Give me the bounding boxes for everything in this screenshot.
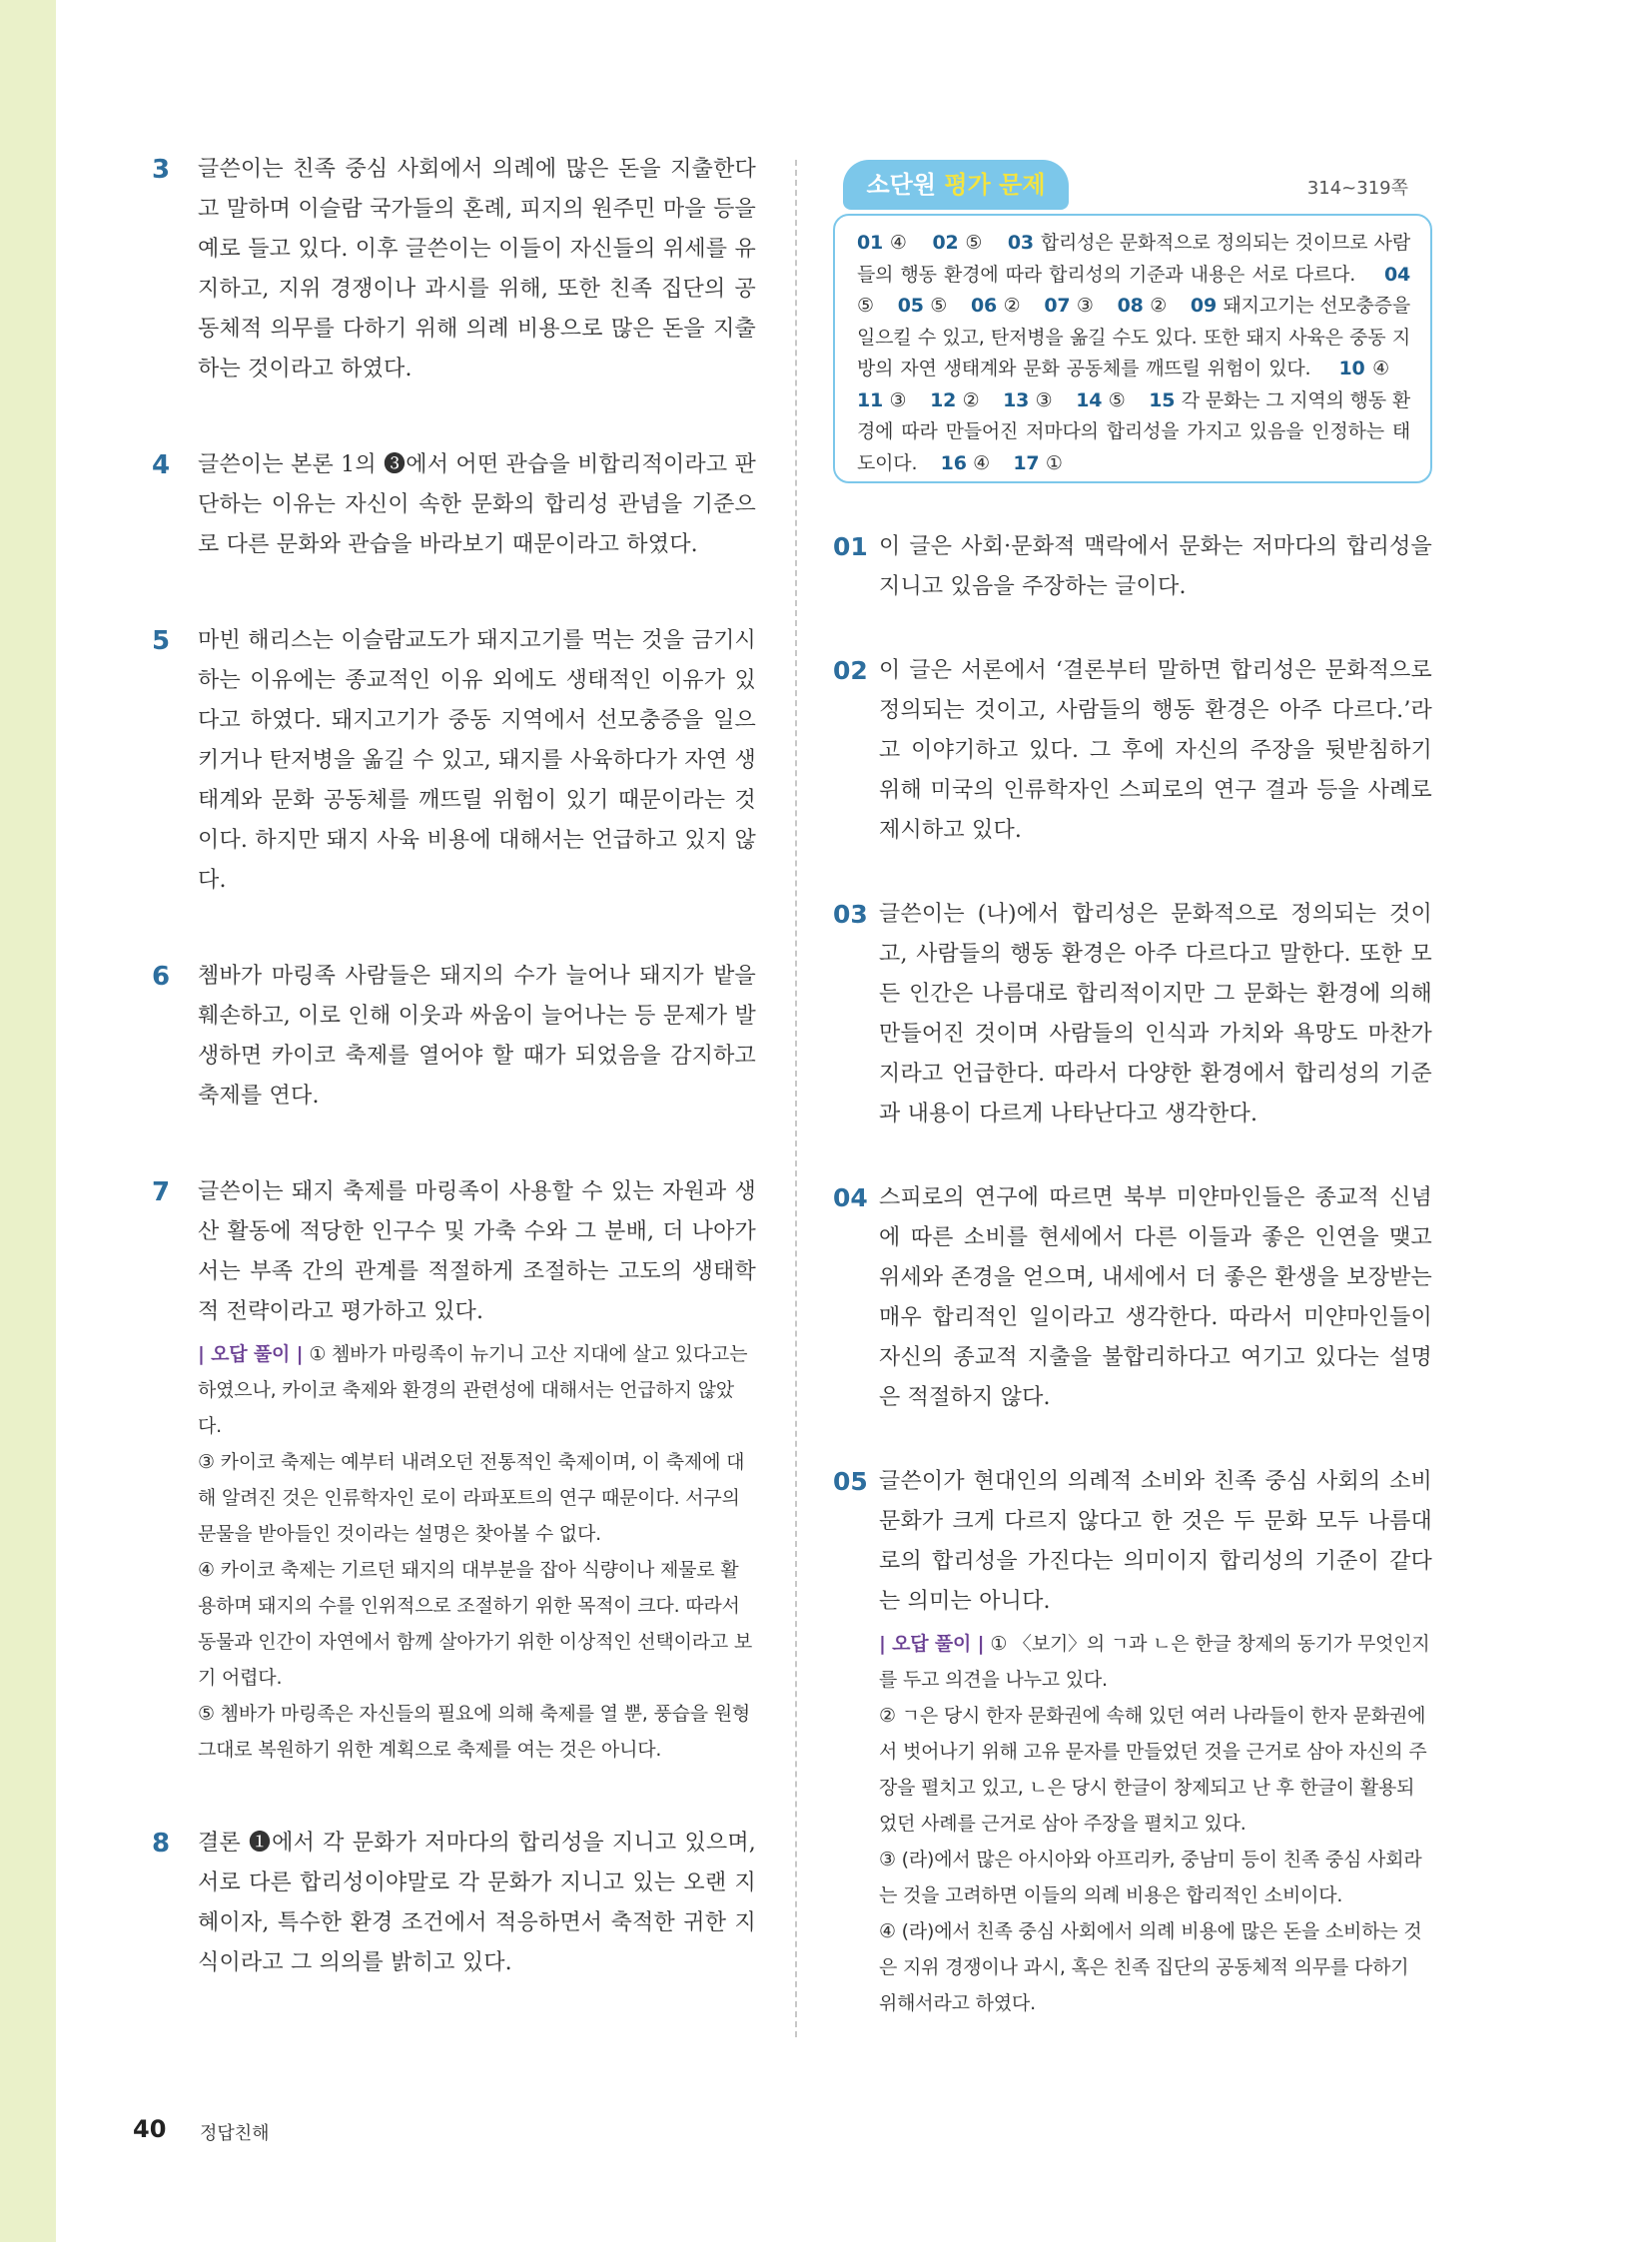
item-explanation: 결론 ❶에서 각 문화가 저마다의 합리성을 지니고 있으며, 서로 다른 합리성이야말로 각 문화가 지니고 있는 오랜 지혜이자, 특수한 환경 조건에서 적응하면서 축적한 귀한 지식이라고 그 의의를 밝히고 있다. (198, 1831, 756, 1975)
wrong-answer-text: ① 〈보기〉의 ㄱ과 ㄴ은 한글 창제의 동기가 무엇인지를 두고 의견을 나누고 있다. (879, 1633, 1430, 1691)
quiz-page-range: 314~319쪽 (1306, 178, 1408, 199)
quiz-answer-value: ② (962, 388, 980, 411)
quiz-answer-value: ④ (973, 451, 990, 474)
answer-item-05 (833, 1462, 1432, 2021)
quiz-answer-number: 02 (932, 232, 966, 254)
quiz-answer-number: 04 (1383, 263, 1410, 286)
quiz-answer-number: 17 (1013, 451, 1046, 474)
item-explanation: 이 글은 서론에서 ‘결론부터 말하면 합리성은 문화적으로 정의되는 것이고, 사람들의 행동 환경은 아주 다르다.’라고 이야기하고 있다. 그 후에 자신의 주장을 뒷받침하기 위해 미국의 인류학자인 스피로의 연구 결과 등을 사례로 제시하고 있다. (879, 658, 1432, 843)
quiz-answer-number: 14 (1076, 388, 1109, 411)
quiz-answer (1044, 295, 1094, 317)
quiz-answer-number: 11 (857, 388, 890, 411)
quiz-answer-value: ② (1003, 295, 1021, 317)
quiz-tab-label: 소단원 평가 문제 (843, 160, 1069, 210)
item-number: 04 (833, 1183, 868, 1212)
item-number: 02 (833, 656, 868, 685)
item-explanation: 스피로의 연구에 따르면 북부 미얀마인들은 종교적 신념에 따른 소비를 현세에서 다른 이들과 좋은 인연을 맺고 위세와 존경을 얻으며, 내세에서 더 좋은 환생을 보장받는 매우 합리적인 일이라고 생각한다. 따라서 미얀마인들이 자신의 종교적 지출을 불합리하다고 여기고 있다는 설명은 적절하지 않다. (879, 1185, 1432, 1410)
quiz-answer-number: 12 (930, 388, 963, 411)
quiz-answer-value: ⑤ (857, 295, 874, 317)
item-explanation: 쳄바가 마링족 사람들은 돼지의 수가 늘어나 돼지가 밭을 훼손하고, 이로 인해 이웃과 싸움이 늘어나는 등 문제가 발생하면 카이코 축제를 열어야 할 때가 되었음을 감지하고 축제를 연다. (198, 964, 756, 1109)
quiz-answer-number: 15 (1149, 388, 1182, 411)
column-divider (795, 160, 797, 2037)
quiz-answer-value: ① (1045, 451, 1063, 474)
item-number: 6 (152, 962, 171, 992)
wrong-answer-text: ④ 카이코 축제는 기르던 돼지의 대부분을 잡아 식량이나 제물로 활용하며 돼지의 수를 인위적으로 조절하기 위한 목적이 크다. 따라서 동물과 인간이 자연에서 함께 살아가기 위한 이상적인 선택이라고 보기 어렵다. (198, 1559, 753, 1689)
answer-item-5 (152, 621, 756, 901)
item-number: 7 (152, 1177, 171, 1207)
quiz-answer-number: 03 (1007, 232, 1041, 254)
item-explanation: 글쓴이는 본론 1의 ❸에서 어떤 관습을 비합리적이라고 판단하는 이유는 자신이 속한 문화의 합리성 관념을 기준으로 다른 문화와 관습을 바라보기 때문이라고 하였다. (198, 452, 756, 557)
quiz-answer (930, 389, 979, 411)
wrong-answer-explanation (198, 1336, 756, 1768)
quiz-answer (1003, 389, 1052, 411)
quiz-answer (1118, 295, 1168, 317)
side-color-strip (0, 0, 56, 2242)
item-number: 8 (152, 1829, 171, 1859)
quiz-answer-number: 09 (1190, 295, 1224, 317)
item-explanation: 이 글은 사회·문화적 맥락에서 문화는 저마다의 합리성을 지니고 있음을 주장하는 글이다. (879, 534, 1432, 599)
quiz-answer (1338, 358, 1390, 379)
quiz-answer (1013, 452, 1062, 474)
quiz-answer-value: ④ (889, 232, 908, 254)
wrong-answer-text: ④ (라)에서 친족 중심 사회에서 의례 비용에 많은 돈을 소비하는 것은 지위 경쟁이나 과시, 혹은 친족 집단의 공동체적 의무를 다하기 위해서라고 하였다. (879, 1920, 1422, 2014)
item-number: 3 (152, 155, 171, 185)
quiz-answer-value: ③ (1076, 295, 1094, 317)
item-number: 03 (833, 900, 868, 929)
quiz-answer-number: 16 (940, 451, 974, 474)
quiz-answer-value: ④ (1372, 358, 1391, 379)
answer-item-7 (152, 1172, 756, 1768)
item-number: 01 (833, 532, 868, 561)
wrong-answer-text: ③ (라)에서 많은 아시아와 아프리카, 중남미 등이 친족 중심 사회라는 것을 고려하면 이들의 의례 비용은 합리적인 소비이다. (879, 1849, 1422, 1906)
quiz-answer-value: ⑤ (930, 295, 948, 317)
page-number: 40 (133, 2115, 167, 2143)
item-explanation: 글쓴이는 친족 중심 사회에서 의례에 많은 돈을 지출한다고 말하며 이슬람 국가들의 혼례, 피지의 원주민 마을 등을 예로 들고 있다. 이후 글쓴이는 이들이 자신들의 위세를 유지하고, 지위 경쟁이나 과시를 위해, 또한 친족 집단의 공동체적 의무를 다하기 위해 의례 비용으로 많은 돈을 지출하는 것이라고 하였다. (198, 157, 756, 381)
quiz-answer-value: 돼지고기는 선모충증을 일으킬 수 있고, 탄저병을 옮길 수도 있다. 또한 돼지 사육은 중동 지방의 자연 생태계와 문화 공동체를 깨뜨릴 위험이 있다. (857, 295, 1410, 379)
quiz-answer-number: 13 (1003, 388, 1036, 411)
answer-item-3 (152, 150, 756, 389)
quiz-answer-number: 08 (1117, 295, 1151, 317)
wrong-answer-heading: | 오답 풀이 | (879, 1633, 985, 1655)
wrong-answer-text: ⑤ 쳄바가 마링족은 자신들의 필요에 의해 축제를 열 뿐, 풍습을 원형 그대로 복원하기 위한 계획으로 축제를 여는 것은 아니다. (198, 1703, 751, 1761)
quiz-answer-number: 05 (897, 295, 931, 317)
item-number: 4 (152, 450, 171, 480)
answer-item-01 (833, 527, 1432, 607)
quiz-answer (932, 232, 982, 254)
wrong-answer-text: ① 쳄바가 마링족이 뉴기니 고산 지대에 살고 있다고는 하였으나, 카이코 축제와 환경의 관련성에 대해서는 언급하지 않았다. (198, 1343, 748, 1437)
wrong-answer-explanation (879, 1626, 1432, 2021)
quiz-answer-value: ② (1150, 295, 1168, 317)
footer-label: 정답친해 (200, 2123, 270, 2144)
answer-item-4 (152, 445, 756, 565)
quiz-answer-list (833, 214, 1432, 483)
item-explanation: 마빈 해리스는 이슬람교도가 돼지고기를 먹는 것을 금기시하는 이유에는 종교적인 이유 외에도 생태적인 이유가 있다고 하였다. 돼지고기가 중동 지역에서 선모충증을 일으키거나 탄저병을 옮길 수 있고, 돼지를 사육하다가 자연 생태계와 문화 공동체를 깨뜨릴 위험이 있기 때문이라는 것이다. 하지만 돼지 사육 비용에 대해서는 언급하고 있지 않다. (198, 628, 756, 893)
item-number: 5 (152, 626, 171, 656)
item-explanation: 글쓴이는 돼지 축제를 마링족이 사용할 수 있는 자원과 생산 활동에 적당한 인구수 및 가축 수와 그 분배, 더 나아가서는 부족 간의 관계를 적절하게 조절하는 고도의 생태학적 전략이라고 평가하고 있다. (198, 1179, 756, 1324)
right-column (833, 499, 1432, 2021)
left-column (152, 150, 756, 1983)
quiz-answer (857, 232, 907, 254)
quiz-answer-value: ⑤ (1108, 388, 1126, 411)
quiz-answer-value: ③ (1035, 388, 1053, 411)
quiz-answer-value: 각 문화는 그 지역의 행동 환경에 따라 만들어진 저마다의 합리성을 가지고 있음을 인정하는 태도이다. (857, 388, 1410, 474)
quiz-answer-value: 합리성은 문화적으로 정의되는 것이므로 사람들의 행동 환경에 따라 합리성의 기준과 내용은 서로 다르다. (857, 232, 1410, 286)
quiz-answer-value: ⑤ (965, 232, 983, 254)
quiz-answer-number: 06 (971, 295, 1004, 317)
quiz-answer-number: 07 (1044, 295, 1077, 317)
answer-item-02 (833, 651, 1432, 851)
answer-item-03 (833, 895, 1432, 1134)
wrong-answer-text: ② ㄱ은 당시 한자 문화권에 속해 있던 여러 나라들이 한자 문화권에서 벗어나기 위해 고유 문자를 만들었던 것을 근거로 삼아 자신의 주장을 펼치고 있고, ㄴ은 당시 한글이 창제되고 난 후 한글이 활용되었던 사례를 근거로 삼아 주장을 펼치고 있다. (879, 1705, 1427, 1835)
wrong-answer-text: ③ 카이코 축제는 예부터 내려오던 전통적인 축제이며, 이 축제에 대해 알려진 것은 인류학자인 로이 라파포트의 연구 때문이다. 서구의 문물을 받아들인 것이라는 설명은 찾아볼 수 없다. (198, 1451, 745, 1545)
quiz-answer (1076, 389, 1125, 411)
wrong-answer-heading: | 오답 풀이 | (198, 1343, 304, 1365)
answer-item-6 (152, 957, 756, 1117)
quiz-answer (898, 295, 948, 317)
quiz-answer (971, 295, 1021, 317)
answer-item-8 (152, 1824, 756, 1983)
quiz-answer-value: ③ (889, 388, 907, 411)
answer-item-04 (833, 1178, 1432, 1418)
quiz-answer (857, 389, 906, 411)
item-explanation: 글쓴이는 (나)에서 합리성은 문화적으로 정의되는 것이고, 사람들의 행동 환경은 아주 다르다고 말한다. 또한 모든 인간은 나름대로 합리적이지만 그 문화는 환경에 의해 만들어진 것이며 사람들의 인식과 가치와 욕망도 마찬가지라고 언급한다. 따라서 다양한 환경에서 합리성의 기준과 내용이 다르게 나타난다고 생각한다. (879, 902, 1432, 1126)
item-explanation: 글쓴이가 현대인의 의례적 소비와 친족 중심 사회의 소비문화가 크게 다르지 않다고 한 것은 두 문화 모두 나름대로의 합리성을 가진다는 의미이지 합리성의 기준이 같다는 의미는 아니다. (879, 1469, 1432, 1614)
quiz-answer-number: 10 (1338, 358, 1373, 379)
quiz-answer (941, 452, 990, 474)
item-number: 05 (833, 1467, 868, 1496)
quiz-answer-number: 01 (857, 232, 890, 254)
